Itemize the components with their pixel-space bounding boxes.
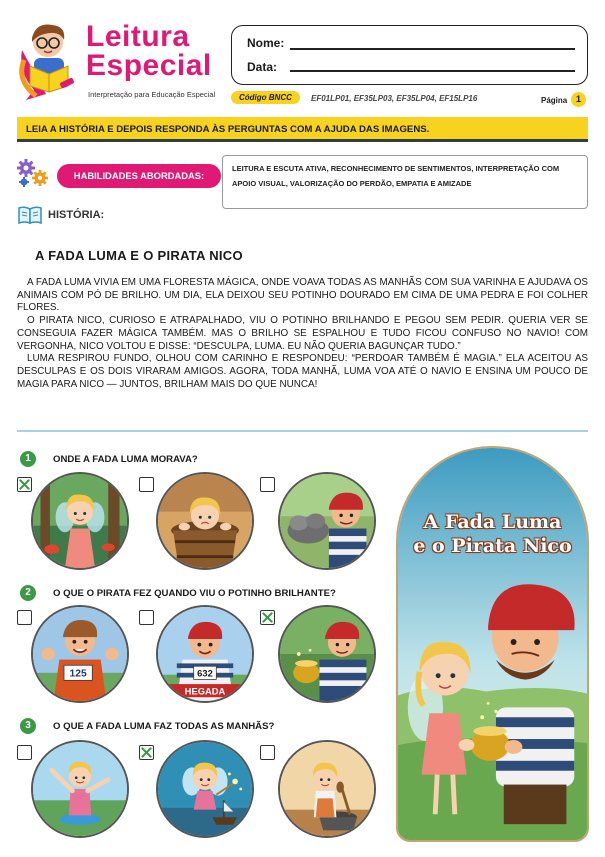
fairy-flying-with-wand-illustration (158, 742, 252, 836)
q2-option-2-pirate-runner-image[interactable] (156, 605, 254, 703)
q3-option-1-checkbox[interactable] (17, 745, 32, 760)
instruction-banner: LEIA A HISTÓRIA E DEPOIS RESPONDA ÀS PERGUNTAS COM A AJUDA DAS IMAGENS. (17, 117, 588, 142)
q2-option-2-checkbox[interactable] (139, 610, 154, 625)
story-title: A FADA LUMA E O PIRATA NICO (35, 248, 243, 263)
q2-option-3-pirate-pot-image[interactable] (278, 605, 376, 703)
story-paragraph-2: O PIRATA NICO, CURIOSO E ATRAPALHADO, VIU O POTINHO BRILHANDO E PEGOU SEM PEDIR. QUERIA VER SE CONSEGUIA FAZER MÁGICA TAMBÉM. MAS O BRILHO SE ESPALHOU E TUDO FICOU CONFUSO NO NAVIO! COM VERGONHA, NICO VOLTOU E DISSE: “DESCULPA, LUMA. EU NÃO QUERIA BAGUNÇAR TUDO.” (17, 315, 588, 352)
skills-label: HABILIDADES ABORDADAS: (57, 164, 221, 188)
date-label: Data: (247, 60, 278, 74)
fairy-in-barrel-illustration (158, 474, 252, 568)
name-label: Nome: (247, 36, 285, 50)
logo-line-1: Leitura (86, 20, 190, 53)
runner-bib-125: 125 (69, 668, 87, 680)
logo-subtitle: Interpretação para Educação Especial (88, 90, 216, 99)
q1-option-2-checkbox[interactable] (139, 477, 154, 492)
section-divider (17, 430, 588, 432)
book-cover-illustration (398, 448, 587, 840)
fairy-exercising-illustration (33, 742, 127, 836)
page-label: Página (541, 96, 568, 105)
q3-option-2-checkbox[interactable] (139, 745, 154, 760)
q2-option-1-checkbox[interactable] (17, 610, 32, 625)
finish-banner-text: HEGADA (184, 685, 226, 697)
q3-option-3-fairy-cooking-image[interactable] (278, 740, 376, 838)
q1-option-1-fairy-forest-image[interactable] (31, 472, 129, 570)
q2-option-3-checkbox[interactable] (260, 610, 275, 625)
open-book-icon (18, 205, 42, 225)
book-cover-title (398, 510, 587, 558)
logo-title (86, 22, 212, 80)
fairy-in-forest-illustration (33, 474, 127, 568)
question-1 (20, 451, 400, 471)
book-cover (396, 446, 589, 842)
q3-option-3-checkbox[interactable] (260, 745, 275, 760)
story-text (17, 277, 588, 391)
q3-option-2-fairy-flying-image[interactable] (156, 740, 254, 838)
question-2 (20, 585, 400, 605)
pirate-runner-125-illustration (33, 607, 127, 701)
story-paragraph-3: LUMA RESPIROU FUNDO, OLHOU COM CARINHO E RESPONDEU: “PERDOAR TAMBÉM É MAGIA.” ELA ACEITOU AS DESCULPAS E OS DOIS VIRARAM AMIGOS. AGORA, TODA MANHÃ, LUMA VOA ATÉ O NAVIO E ENSINA UM POUCO DE MAGIA PARA NICO — JUNTOS, BRILHAM MAIS DO QUE NUNCA! (17, 353, 588, 390)
story-section-label: HISTÓRIA: (48, 209, 105, 221)
pirate-runner-632-illustration (158, 607, 252, 701)
date-field[interactable] (290, 70, 575, 72)
pirate-holding-pot-illustration (280, 607, 374, 701)
bncc-badge: Código BNCC (231, 91, 300, 104)
question-3 (20, 718, 400, 738)
skills-text: LEITURA E ESCUTA ATIVA, RECONHECIMENTO DE SENTIMENTOS, INTERPRETAÇÃO COM APOIO VISUAL, VALORIZAÇÃO DO PERDÃO, EMPATIA E AMIZADE (222, 155, 588, 209)
checkmark-x-icon (19, 479, 30, 490)
q1-option-2-fairy-barrel-image[interactable] (156, 472, 254, 570)
story-section-header (16, 205, 156, 225)
question-text: O QUE O PIRATA FEZ QUANDO VIU O POTINHO BRILHANTE? (53, 588, 336, 599)
student-info-box (231, 25, 588, 85)
fairy-cooking-illustration (280, 742, 374, 836)
cover-title-line-2: e o Pirata Nico (413, 535, 572, 557)
question-text: ONDE A FADA LUMA MORAVA? (53, 454, 198, 465)
checkmark-x-icon (262, 612, 273, 623)
bncc-codes: EF01LP01, EF35LP03, EF35LP04, EF15LP16 (311, 94, 478, 103)
q1-option-3-pirate-rocks-image[interactable] (278, 472, 376, 570)
pirate-with-rocks-illustration (280, 474, 374, 568)
runner-bib-632: 632 (197, 667, 213, 679)
logo-line-2: Especial (86, 49, 212, 82)
q2-option-1-pirate-runner-image[interactable] (31, 605, 129, 703)
gears-icon (16, 158, 50, 188)
page-number-badge: 1 (571, 92, 586, 107)
q1-option-3-checkbox[interactable] (260, 477, 275, 492)
q1-option-1-checkbox[interactable] (17, 477, 32, 492)
reading-kid-mascot-icon (16, 20, 78, 102)
cover-title-line-1: A Fada Luma (423, 511, 562, 533)
question-text: O QUE A FADA LUMA FAZ TODAS AS MANHÃS? (53, 721, 275, 732)
question-number: 2 (20, 585, 36, 601)
story-paragraph-1: A FADA LUMA VIVIA EM UMA FLORESTA MÁGICA, ONDE VOAVA TODAS AS MANHÃS COM SUA VARINHA E AJUDAVA OS ANIMAIS COM PÓ DE BRILHO. UM DIA, ELA DEIXOU SEU POTINHO DOURADO EM CIMA DE UMA PEDRA E FOI COLHER FLORES. (17, 277, 588, 314)
q3-option-1-fairy-exercise-image[interactable] (31, 740, 129, 838)
name-field[interactable] (290, 48, 575, 50)
logo (14, 14, 224, 106)
question-number: 3 (20, 718, 36, 734)
bncc-row (231, 91, 591, 107)
question-number: 1 (20, 451, 36, 467)
checkmark-x-icon (141, 747, 152, 758)
